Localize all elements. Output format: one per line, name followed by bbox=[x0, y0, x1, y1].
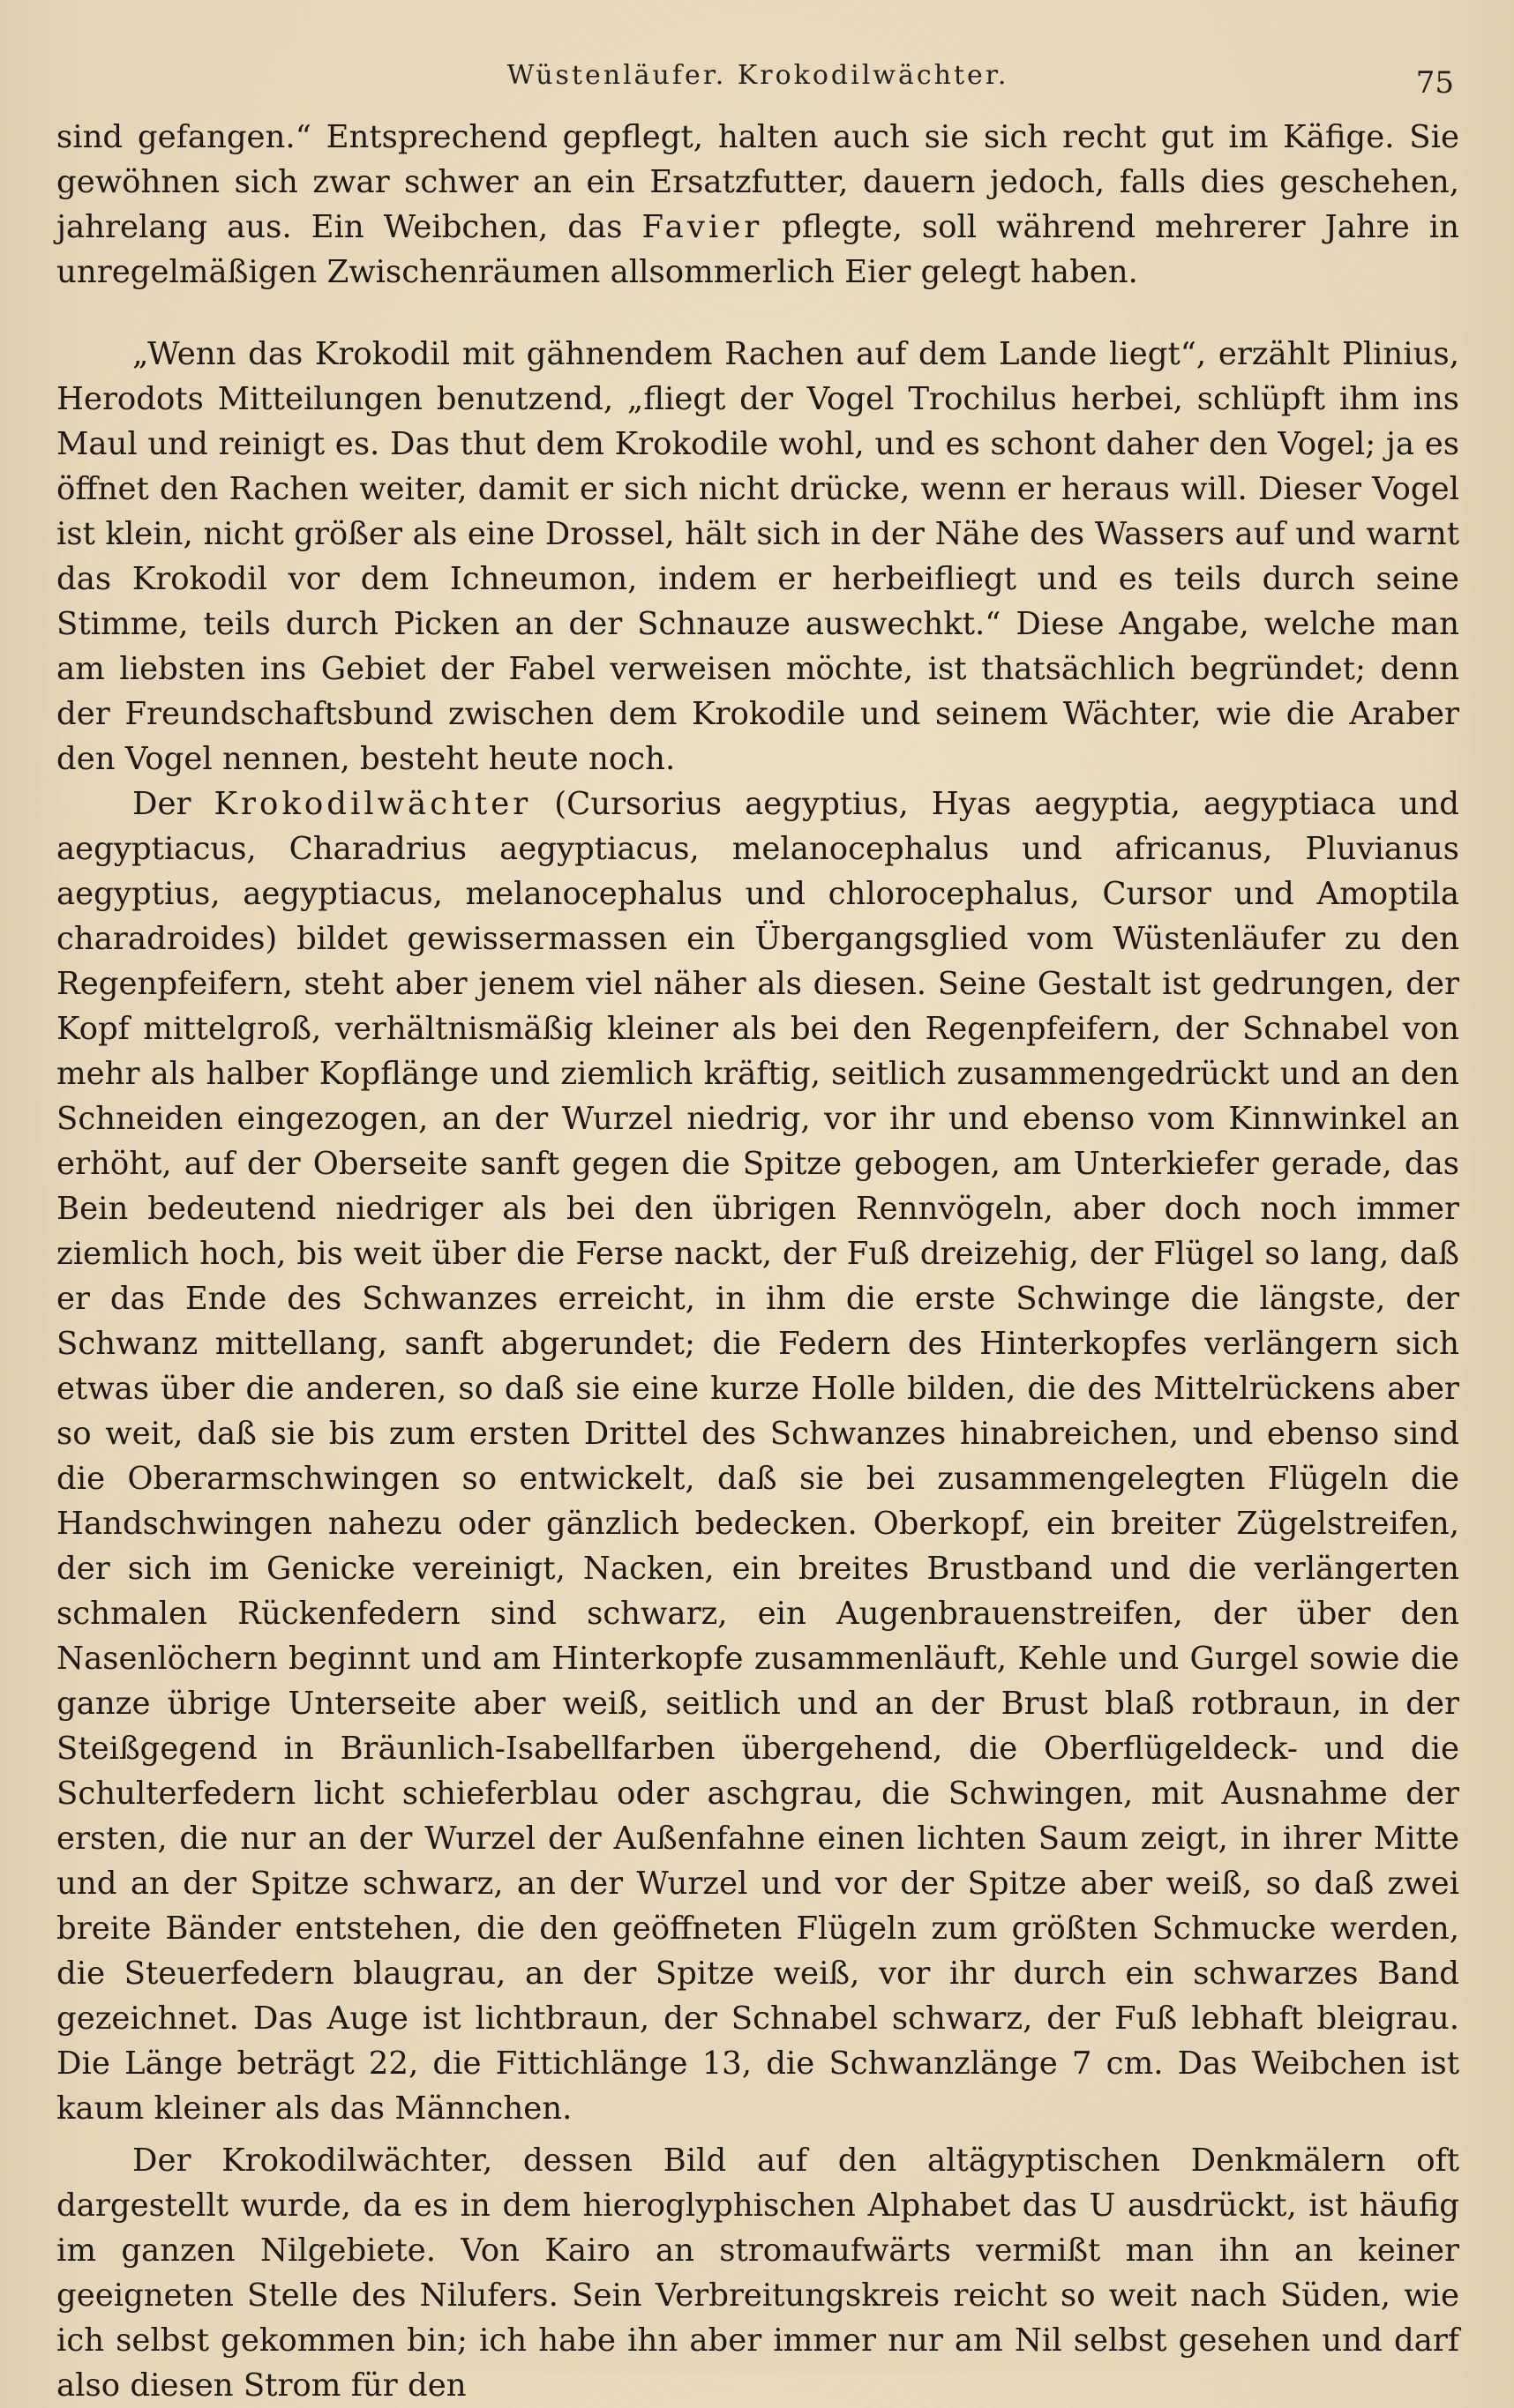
running-head bbox=[56, 53, 1459, 115]
book-page bbox=[56, 53, 1459, 2404]
running-title: Wüstenläufer. Krokodilwächter. bbox=[506, 60, 1009, 91]
species-heading-krokodilwaechter: Krokodilwächter bbox=[214, 786, 532, 822]
paragraph-3-text-a: Der bbox=[132, 786, 214, 822]
paragraph-3-text-b: (Cursorius aegyptius, Hyas aegyptia, aegyptiaca und aegyptiacus, Charadrius aegyptiacus, melanocephalus und africanus, Pluvianus aegyptius, aegyptiacus, melanocephalus und chlorocephalus, Cursor und Amoptila charadroides) bildet gewissermassen ein Übergangsglied vom Wüstenläufer zu den Regenpfeifern, steht aber jenem viel näher als diesen. Seine Gestalt ist gedrungen, der Kopf mittelgroß, verhältnismäßig kleiner als bei den Regenpfeifern, der Schnabel von mehr als halber Kopflänge und ziemlich kräftig, seitlich zusammengedrückt und an den Schneiden eingezogen, an der Wurzel niedrig, vor ihr und ebenso vom Kinnwinkel an erhöht, auf der Oberseite sanft gegen die Spitze gebogen, am Unterkiefer gerade, das Bein bedeutend niedriger als bei den übrigen Rennvögeln, aber doch noch immer ziemlich hoch, bis weit über die Ferse nackt, der Fuß dreizehig, der Flügel so lang, daß er das Ende des Schwanzes erreicht, in ihm die erste Schwinge die längste, der Schwanz mittellang, sanft abgerundet; die Federn des Hinterkopfes verlängern sich etwas über die anderen, so daß sie eine kurze Holle bilden, die des Mittelrückens aber so weit, daß sie bis zum ersten Drittel des Schwanzes hinabreichen, und ebenso sind die Oberarmschwingen so entwickelt, daß sie bei zusammengelegten Flügeln die Handschwingen nahezu oder gänzlich bedecken. Oberkopf, ein breiter Zügelstreifen, der sich im Genicke vereinigt, Nacken, ein breites Brustband und die verlängerten schmalen Rückenfedern sind schwarz, ein Augenbrauenstreifen, der über den Nasenlöchern beginnt und am Hinterkopfe zusammenläuft, Kehle und Gurgel sowie die ganze übrige Unterseite aber weiß, seitlich und an der Brust blaß rotbraun, in der Steißgegend in Bräunlich-Isabellfarben übergehend, die Oberflügeldeck- und die Schulterfedern licht schieferblau oder aschgrau, die Schwingen, mit Ausnahme der ersten, die nur an der Wurzel der Außenfahne einen lichten Saum zeigt, in ihrer Mitte und an der Spitze schwarz, an der Wurzel und vor der Spitze aber weiß, so daß zwei breite Bänder entstehen, die den geöffneten Flügeln zum größten Schmucke werden, die Steuerfedern blaugrau, an der Spitze weiß, vor ihr durch ein schwarzes Band gezeichnet. Das Auge ist lichtbraun, der Schnabel schwarz, der Fuß lebhaft bleigrau. Die Länge beträgt 22, die Fittichlänge 13, die Schwanzlänge 7 cm. Das Weibchen ist kaum kleiner als das Männchen. bbox=[56, 786, 1459, 2127]
page-number: 75 bbox=[1415, 65, 1454, 101]
paragraph-2: „Wenn das Krokodil mit gähnendem Rachen auf dem Lande liegt“, erzählt Plinius, Herodots Mitteilungen benutzend, „fliegt der Vogel Trochilus herbei, schlüpft ihm ins Maul und reinigt es. Das thut dem Krokodile wohl, und es schont daher den Vogel; ja es öffnet den Rachen weiter, damit er sich nicht drücke, wenn er heraus will. Dieser Vogel ist klein, nicht größer als eine Drossel, hält sich in der Nähe des Wassers auf und warnt das Krokodil vor dem Ichneumon, indem er herbeifliegt und es teils durch seine Stimme, teils durch Picken an der Schnauze auswechkt.“ Diese Angabe, welche man am liebsten ins Gebiet der Fabel verweisen möchte, ist thatsächlich begründet; denn der Freundschaftsbund zwischen dem Krokodile und seinem Wächter, wie die Araber den Vogel nennen, besteht heute noch. bbox=[56, 336, 1459, 777]
paragraph-3 bbox=[56, 781, 1459, 2131]
paragraph-1-text-b: pflegte, soll während mehrerer Jahre in unregelmäßigen Zwischenräumen allsommerlich Eier gelegt haben. bbox=[56, 209, 1459, 290]
paragraph-1 bbox=[56, 115, 1459, 295]
paragraph-1-text-a: sind gefangen.“ Entsprechend gepflegt, halten auch sie sich recht gut im Käfige. Sie gewöhnen sich zwar schwer an ein Ersatzfutter, dauern jedoch, falls dies geschehen, jahrelang aus. Ein Weibchen, das bbox=[56, 119, 1459, 245]
paragraph-4: Der Krokodilwächter, dessen Bild auf den altägyptischen Denkmälern oft dargestellt wurde, da es in dem hieroglyphischen Alphabet das U ausdrückt, ist häufig im ganzen Nilgebiete. Von Kairo an stromaufwärts vermißt man ihn an keiner geeigneten Stelle des Nilufers. Sein Verbreitungskreis reicht so weit nach Süden, wie ich selbst gekommen bin; ich habe ihn aber immer nur am Nil selbst gesehen und darf also diesen Strom für den bbox=[56, 2143, 1459, 2404]
body-text bbox=[56, 115, 1459, 2408]
name-favier: Favier bbox=[641, 209, 763, 245]
